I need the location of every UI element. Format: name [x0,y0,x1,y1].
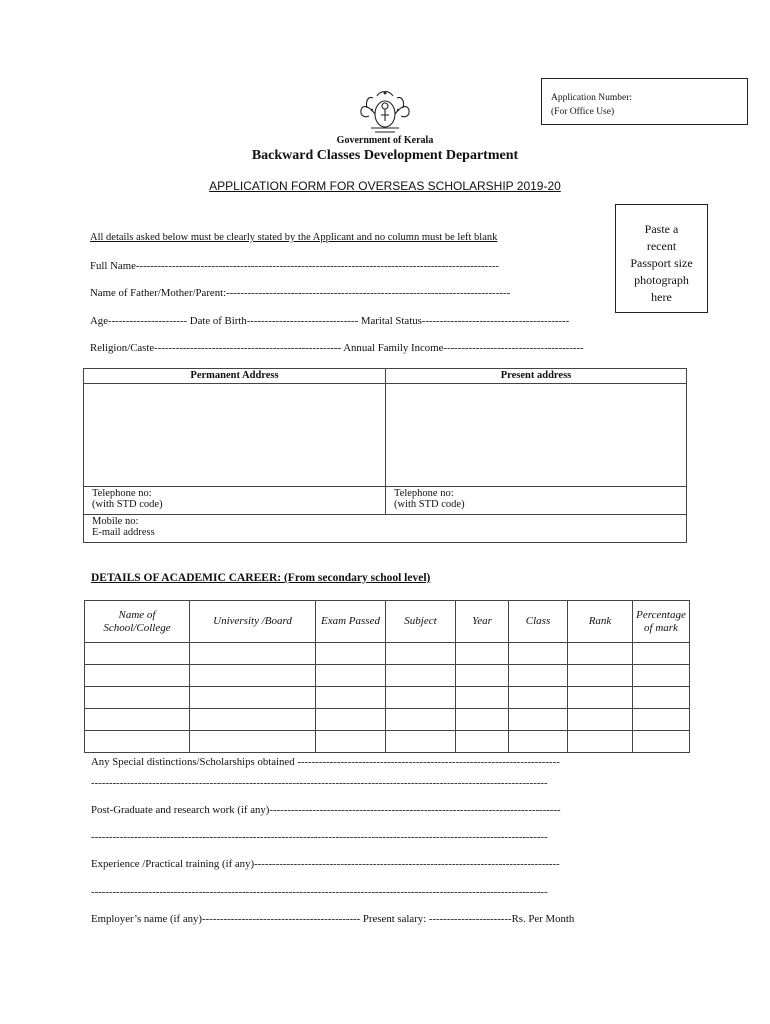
office-use-label: (For Office Use) [551,107,615,117]
table-row[interactable] [85,665,690,687]
table-row[interactable] [85,709,690,731]
present-address-cell[interactable] [386,384,687,487]
column-header: Year [456,601,509,643]
photo-text-line: here [651,290,672,304]
column-header: Name of School/College [85,601,190,643]
table-row[interactable] [85,731,690,753]
religion-income-field[interactable]: Religion/Caste---------------------------------------------------- Annual Family Income--------------------------------------- [90,342,584,354]
postgraduate-field[interactable]: Post-Graduate and research work (if any)--------------------------------------------------------------------------------- [91,804,561,816]
address-table [83,368,687,543]
std-code-label: (with STD code) [394,499,465,510]
kerala-emblem-icon [357,88,413,136]
parent-name-field[interactable]: Name of Father/Mother/Parent:------------------------------------------------------------------------------- [90,287,511,299]
permanent-address-cell[interactable] [84,384,386,487]
academic-career-table [84,600,690,753]
telephone-label: Telephone no: [394,488,454,499]
photo-text-line: photograph [634,273,689,287]
photo-text-line: recent [646,239,677,253]
government-label: Government of Kerala [336,135,434,146]
age-dob-marital-field[interactable]: Age---------------------- Date of Birth------------------------------- Marital Status----------------------------------------- [90,315,570,327]
std-code-label: (with STD code) [92,499,163,510]
column-header: Exam Passed [316,601,386,643]
instructions-text: All details asked below must be clearly stated by the Applicant and no column must be left blank [90,232,498,243]
academic-career-heading: DETAILS OF ACADEMIC CAREER: (From secondary school level) [91,572,431,584]
employer-salary-field[interactable]: Employer’s name (if any)-------------------------------------------- Present salary: -----------------------Rs. Per Month [91,913,575,925]
table-row[interactable] [85,643,690,665]
email-label: E-mail address [92,527,155,538]
mobile-email-cell[interactable] [84,515,687,543]
experience-continuation-line[interactable]: ------------------------------------------------------------------------------------------------------------------------------- [91,886,548,898]
photo-text-line: Passport size [630,256,693,270]
form-title: APPLICATION FORM FOR OVERSEAS SCHOLARSHIP 2019-20 [209,179,561,193]
mobile-label: Mobile no: [92,516,139,527]
photo-text-line: Paste a [644,222,679,236]
permanent-telephone-cell[interactable] [84,487,386,515]
column-header: Rank [568,601,633,643]
distinctions-continuation-line[interactable]: ------------------------------------------------------------------------------------------------------------------------------- [91,777,548,789]
experience-field[interactable]: Experience /Practical training (if any)------------------------------------------------------------------------------------- [91,858,560,870]
department-title: Backward Classes Development Department [251,148,519,163]
permanent-address-header: Permanent Address [84,369,386,384]
table-row[interactable] [85,687,690,709]
telephone-label: Telephone no: [92,488,152,499]
present-address-header: Present address [386,369,687,384]
postgraduate-continuation-line[interactable]: ------------------------------------------------------------------------------------------------------------------------------- [91,831,548,843]
column-header: University /Board [190,601,316,643]
table-header-row [85,601,690,643]
full-name-field[interactable]: Full Name----------------------------------------------------------------------------------------------------- [90,260,500,272]
application-number-label: Application Number: [551,93,632,103]
present-telephone-cell[interactable] [386,487,687,515]
column-header: Percentage of mark [633,601,690,643]
column-header: Class [509,601,568,643]
photo-box [615,204,708,313]
distinctions-field[interactable]: Any Special distinctions/Scholarships obtained ------------------------------------------------------------------------- [91,756,560,768]
office-use-box [541,78,748,125]
column-header: Subject [386,601,456,643]
